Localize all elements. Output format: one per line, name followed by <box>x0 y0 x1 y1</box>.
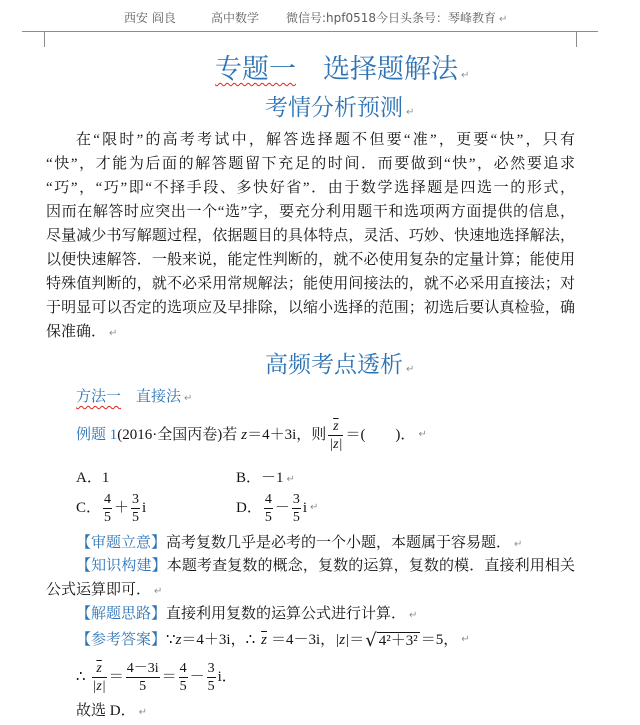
method-prefix: 方法一 <box>76 389 122 405</box>
option-fraction <box>292 492 301 525</box>
because-symbol: ∵ <box>166 632 176 648</box>
step-operator: － <box>189 669 205 685</box>
header-location: 西安 阎良 <box>124 11 176 25</box>
option-label: C． <box>76 500 102 516</box>
square-root <box>365 631 419 650</box>
paragraph-mark: ↵ <box>418 429 427 440</box>
fraction-numerator: $\overline{z}$ <box>333 418 339 434</box>
section-heading-analysis-text: 考情分析预测 <box>265 95 403 121</box>
paragraph-mark: ↵ <box>138 707 147 718</box>
intro-line: “快”，才能为后面的解答题留下充足的时间．而要做到“快”，必然要追求 <box>46 156 575 172</box>
paragraph-mark: ↵ <box>286 474 295 485</box>
answer-variable: z <box>175 632 182 648</box>
step-fraction-imag <box>207 661 216 694</box>
paragraph-mark: ↵ <box>184 393 193 404</box>
intro-line: “巧”，“巧”即“不择手段、多快好省”．由于数学选择题是四选一的形式， <box>46 180 575 196</box>
intro-line: 保准确． <box>46 324 107 340</box>
intro-line: 尽量减少书写解题过程，依据题目的具体特点，灵活、巧妙、快速地选择解法， <box>46 228 575 244</box>
option-value: 1 <box>101 470 110 486</box>
intro-line: 因而在解答时应突出一个“选”字，要充分利用题干和选项两方面提供的信息， <box>46 204 575 220</box>
margin-mark-left <box>44 31 45 47</box>
fraction-numerator: 3 <box>132 491 140 507</box>
margin-mark-right <box>576 31 577 47</box>
section-heading-analysis <box>265 93 414 123</box>
analysis-intent <box>76 533 522 553</box>
example-fraction <box>328 419 343 452</box>
paragraph-mark: ↵ <box>409 610 418 621</box>
intro-line: 于明显可以否定的选项应及早排除，以缩小选择的范围；初选后要认真检验，确 <box>46 300 575 316</box>
fraction-numerator: 4 <box>104 491 112 507</box>
section-heading-focus-text: 高频考点透析 <box>265 352 403 378</box>
answer-line <box>76 625 470 655</box>
step-equals: ＝ <box>108 669 124 685</box>
fraction-numerator: $\overline{z}$ <box>96 660 102 676</box>
paragraph-mark: ↵ <box>406 107 415 118</box>
answer-modulus: |z| <box>335 632 350 648</box>
fraction-denominator: 5 <box>264 509 272 525</box>
option-operator: ＋ <box>114 500 130 516</box>
option-value: －1 <box>261 470 284 486</box>
example-blank: ＝( )． <box>345 427 416 443</box>
page-title <box>215 53 469 87</box>
intro-line: 在“限时”的高考考试中，解答选择题不但要“准”，更要“快”，只有 <box>76 132 575 148</box>
fraction-numerator: 3 <box>207 660 215 676</box>
paragraph-mark: ↵ <box>154 586 163 597</box>
therefore-symbol: ∴ <box>76 669 86 685</box>
intro-line: 以便快速解答．一般来说，能定性判断的，就不必使用复杂的定量计算；能使用 <box>46 252 575 268</box>
option-fraction <box>131 492 140 525</box>
analysis-knowledge-continued <box>46 580 162 600</box>
answer-modulus-value: ＝5， <box>420 632 459 648</box>
analysis-approach-label: 【解题思路】 <box>76 606 167 622</box>
paragraph-mark: ↵ <box>461 70 470 81</box>
answer-label: 【参考答案】 <box>76 632 167 648</box>
option-label: A． <box>76 470 102 486</box>
step-fraction-real <box>179 661 188 694</box>
option-operator: － <box>274 500 290 516</box>
fraction-denominator: 5 <box>126 677 160 694</box>
example-question <box>76 415 427 455</box>
analysis-knowledge-text: 本题考查复数的概念，复数的运算，复数的模．直接利用相关 <box>166 558 575 574</box>
option-unit: i <box>142 500 147 516</box>
fraction-denominator: 5 <box>207 678 215 694</box>
analysis-approach <box>76 604 417 624</box>
paragraph-mark: ↵ <box>514 539 523 550</box>
therefore-symbol: ∴ <box>245 632 256 648</box>
paragraph-mark: ↵ <box>406 364 415 375</box>
analysis-intent-label: 【审题立意】 <box>76 535 167 551</box>
header-toutiao-text: 今日头条号：琴峰教育 <box>376 11 497 25</box>
radicand: 4²＋3² <box>378 632 418 649</box>
paragraph-mark: ↵ <box>109 328 118 339</box>
answer-given: ＝4＋3i， <box>181 632 246 648</box>
fraction-denominator: |z| <box>329 436 343 452</box>
option-label: B． <box>236 470 262 486</box>
fraction-denominator: 5 <box>132 509 140 525</box>
option-label: D． <box>236 500 262 516</box>
option-b <box>236 468 295 488</box>
title-main: 选择题解法 <box>323 54 458 85</box>
answer-conjugate: $\overline{z}$ <box>261 632 267 648</box>
answer-equals: ＝ <box>349 632 365 648</box>
radical-sign: √ <box>365 629 377 651</box>
fraction-numerator: 4－3i <box>126 660 159 676</box>
step-fraction-mid <box>126 661 160 694</box>
answer-conclusion <box>76 701 147 721</box>
option-fraction <box>264 492 273 525</box>
option-fraction <box>103 492 112 525</box>
answer-conclusion-text: 故选 D． <box>76 703 136 719</box>
title-prefix: 专题一 <box>215 54 296 85</box>
option-unit: i <box>302 500 308 516</box>
fraction-denominator: 5 <box>292 509 300 525</box>
step-tail: i． <box>217 669 237 685</box>
header-wechat: 微信号:hpf0518 <box>286 11 377 25</box>
analysis-knowledge-label: 【知识构建】 <box>76 558 167 574</box>
option-a <box>76 468 109 488</box>
intro-line: 特殊值判断的，就不必采用常规解法；能使用间接法的，就不必采用直接法；对 <box>46 276 575 292</box>
analysis-knowledge <box>76 556 575 576</box>
fraction-numerator: 4 <box>179 660 187 676</box>
analysis-knowledge-text: 公式运算即可． <box>46 582 152 598</box>
step-equals: ＝ <box>161 669 177 685</box>
fraction-denominator: 5 <box>104 509 112 525</box>
fraction-numerator: 3 <box>292 491 300 507</box>
answer-step <box>76 657 237 697</box>
header-toutiao <box>376 10 507 26</box>
intro-last-line <box>46 322 117 342</box>
fraction-denominator: |z| <box>92 678 106 694</box>
header-subject: 高中数学 <box>211 11 260 25</box>
analysis-approach-text: 直接利用复数的运算公式进行计算． <box>166 606 407 622</box>
header-border <box>22 31 598 32</box>
option-c <box>76 490 146 526</box>
analysis-intent-text: 高考复数几乎是必考的一个小题，本题属于容易题． <box>166 535 512 551</box>
method-name: 直接法 <box>136 389 182 405</box>
answer-conjugate-value: ＝4－3i， <box>270 632 336 648</box>
fraction-denominator: 5 <box>179 678 187 694</box>
paragraph-mark: ↵ <box>310 502 319 513</box>
step-fraction-lhs <box>92 661 107 694</box>
example-label: 例题 1 <box>76 427 118 443</box>
section-heading-focus <box>265 350 414 380</box>
fraction-numerator: 4 <box>264 491 272 507</box>
paragraph-mark: ↵ <box>499 14 508 25</box>
method-heading <box>76 387 192 407</box>
example-variable: z <box>241 427 248 443</box>
paragraph-mark: ↵ <box>461 634 470 645</box>
example-given: ＝4＋3i，则 <box>247 427 327 443</box>
example-source: (2016·全国丙卷)若 <box>117 427 238 443</box>
option-d <box>236 490 318 526</box>
